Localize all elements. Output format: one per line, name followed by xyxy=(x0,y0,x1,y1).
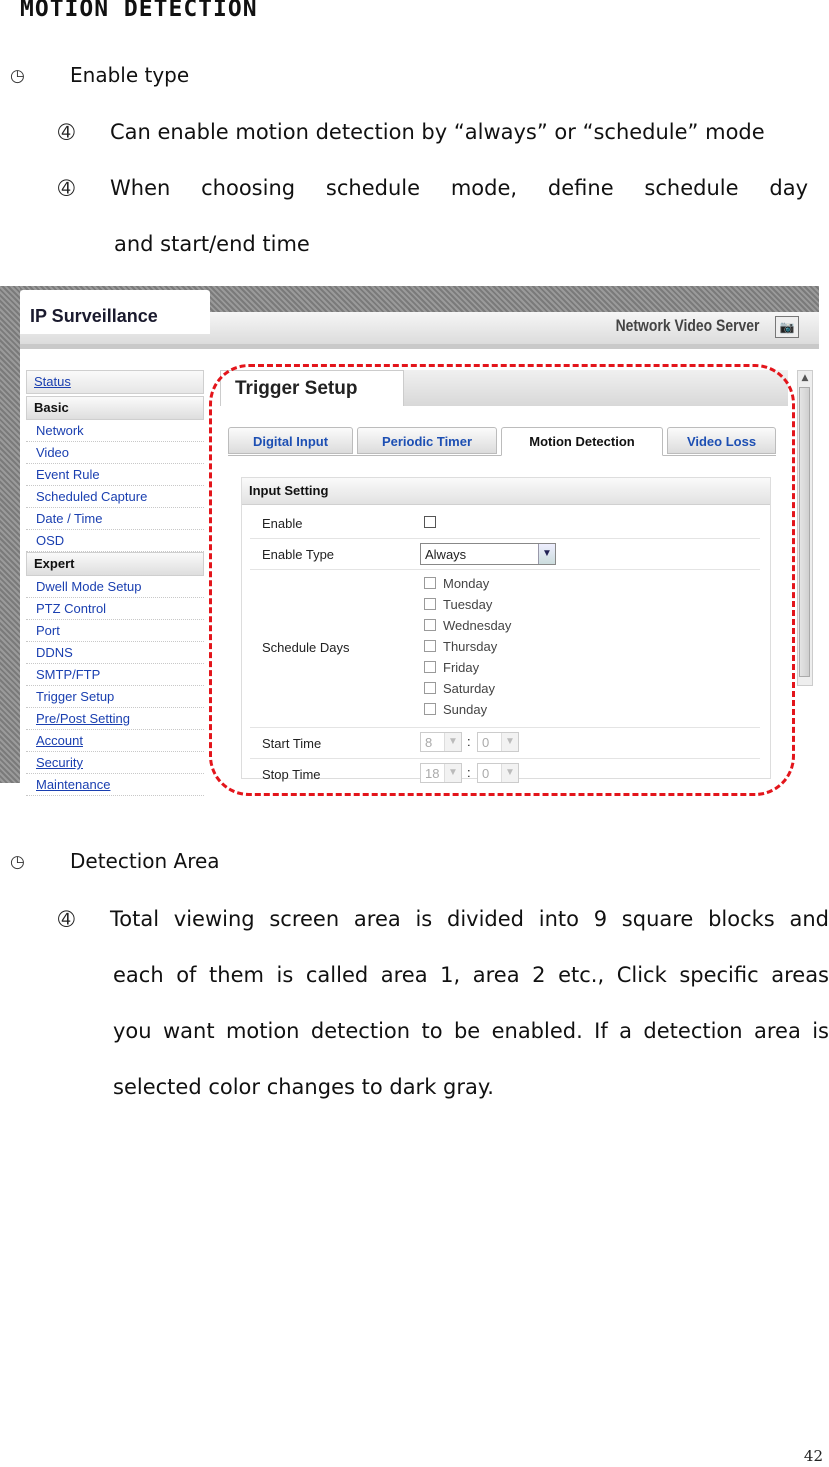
stop-time-label: Stop Time xyxy=(262,767,321,782)
time-separator: : xyxy=(467,765,471,780)
page-title-tab: Trigger Setup xyxy=(220,370,404,406)
day-label: Saturday xyxy=(443,681,496,696)
sub-bullet-icon: ➃ xyxy=(58,907,75,931)
section-heading-enable-type: Enable type xyxy=(70,63,190,87)
enable-type-item-1: Can enable motion detection by “always” or “schedule” mode xyxy=(110,120,765,144)
panel-title: Input Setting xyxy=(242,478,770,505)
detection-area-line-2: each of them is called area 1, area 2 etc., Click specific areas xyxy=(113,963,829,987)
sub-bullet-icon: ➃ xyxy=(58,176,75,200)
sidebar-item-scheduled-capture[interactable]: Scheduled Capture xyxy=(26,486,204,508)
sidebar-item-event-rule[interactable]: Event Rule xyxy=(26,464,204,486)
sidebar-item-account[interactable]: Account xyxy=(26,730,204,752)
chevron-down-icon: ▼ xyxy=(538,544,555,564)
detection-area-line-3: you want motion detection to be enabled. If a detection area is xyxy=(113,1019,829,1043)
day-label: Friday xyxy=(443,660,480,675)
sub-bullet-icon: ➃ xyxy=(58,120,75,144)
day-label: Tuesday xyxy=(443,597,493,612)
start-minute-value: 0 xyxy=(482,735,490,750)
enable-type-label: Enable Type xyxy=(262,547,335,562)
scroll-up-icon[interactable]: ▲ xyxy=(801,373,809,383)
day-label: Sunday xyxy=(443,702,488,717)
page-number: 42 xyxy=(803,1447,823,1465)
product-name: Network Video Server xyxy=(615,316,759,335)
sidebar-item-pre-post-setting[interactable]: Pre/Post Setting xyxy=(26,708,204,730)
sidebar-item-maintenance[interactable]: Maintenance xyxy=(26,774,204,796)
sidebar-item-security[interactable]: Security xyxy=(26,752,204,774)
snapshot-camera-icon[interactable]: 📷 xyxy=(775,316,799,338)
tab-digital-input[interactable]: Digital Input xyxy=(228,427,353,454)
enable-type-item-2-line-2: and start/end time xyxy=(114,232,310,256)
enable-type-value: Always xyxy=(425,547,467,562)
sidebar-item-ddns[interactable]: DDNS xyxy=(26,642,204,664)
day-label: Thursday xyxy=(443,639,498,654)
sidebar-item-trigger-setup[interactable]: Trigger Setup xyxy=(26,686,204,708)
section-heading-detection-area: Detection Area xyxy=(70,849,220,873)
day-label: Wednesday xyxy=(443,618,512,633)
tab-motion-detection[interactable]: Motion Detection xyxy=(501,427,663,456)
chevron-down-icon: ▼ xyxy=(444,764,461,782)
sidebar-item-date-time[interactable]: Date / Time xyxy=(26,508,204,530)
vertical-scrollbar[interactable] xyxy=(797,370,813,686)
detection-area-line-1: Total viewing screen area is divided into 9 square blocks and xyxy=(110,907,829,931)
tab-periodic-timer[interactable]: Periodic Timer xyxy=(357,427,497,454)
bullet-icon: ◷ xyxy=(10,66,25,86)
chevron-down-icon: ▼ xyxy=(501,733,518,751)
document-title: MOTION DETECTION xyxy=(20,0,258,22)
brand-title: IP Surveillance xyxy=(30,306,158,326)
sidebar-item-dwell-mode-setup[interactable]: Dwell Mode Setup xyxy=(26,576,204,598)
sidebar-item-status[interactable]: Status xyxy=(26,370,204,394)
start-time-label: Start Time xyxy=(262,736,322,751)
day-label: Monday xyxy=(443,576,490,591)
chevron-down-icon: ▼ xyxy=(444,733,461,751)
chevron-down-icon: ▼ xyxy=(501,764,518,782)
start-hour-value: 8 xyxy=(425,735,433,750)
enable-label: Enable xyxy=(262,516,303,531)
sidebar-item-smtp-ftp[interactable]: SMTP/FTP xyxy=(26,664,204,686)
sidebar-item-video[interactable]: Video xyxy=(26,442,204,464)
sidebar-header-basic: Basic xyxy=(26,396,204,420)
sidebar xyxy=(26,370,204,796)
schedule-days-label: Schedule Days xyxy=(262,640,350,655)
sidebar-item-osd[interactable]: OSD xyxy=(26,530,204,552)
header-separator xyxy=(20,344,819,349)
stop-hour-value: 18 xyxy=(425,766,440,781)
bullet-icon: ◷ xyxy=(10,852,25,872)
stop-minute-value: 0 xyxy=(482,766,490,781)
sidebar-item-network[interactable]: Network xyxy=(26,420,204,442)
sidebar-header-expert: Expert xyxy=(26,552,204,576)
enable-type-item-2-line-1: When choosing schedule mode, define schedule day xyxy=(110,176,808,200)
detection-area-line-4: selected color changes to dark gray. xyxy=(113,1075,494,1099)
scroll-thumb[interactable] xyxy=(799,387,810,677)
frame-texture xyxy=(0,286,20,783)
time-separator: : xyxy=(467,734,471,749)
sidebar-item-port[interactable]: Port xyxy=(26,620,204,642)
highlight-outline xyxy=(209,364,795,796)
sidebar-item-ptz-control[interactable]: PTZ Control xyxy=(26,598,204,620)
tab-video-loss[interactable]: Video Loss xyxy=(667,427,776,454)
